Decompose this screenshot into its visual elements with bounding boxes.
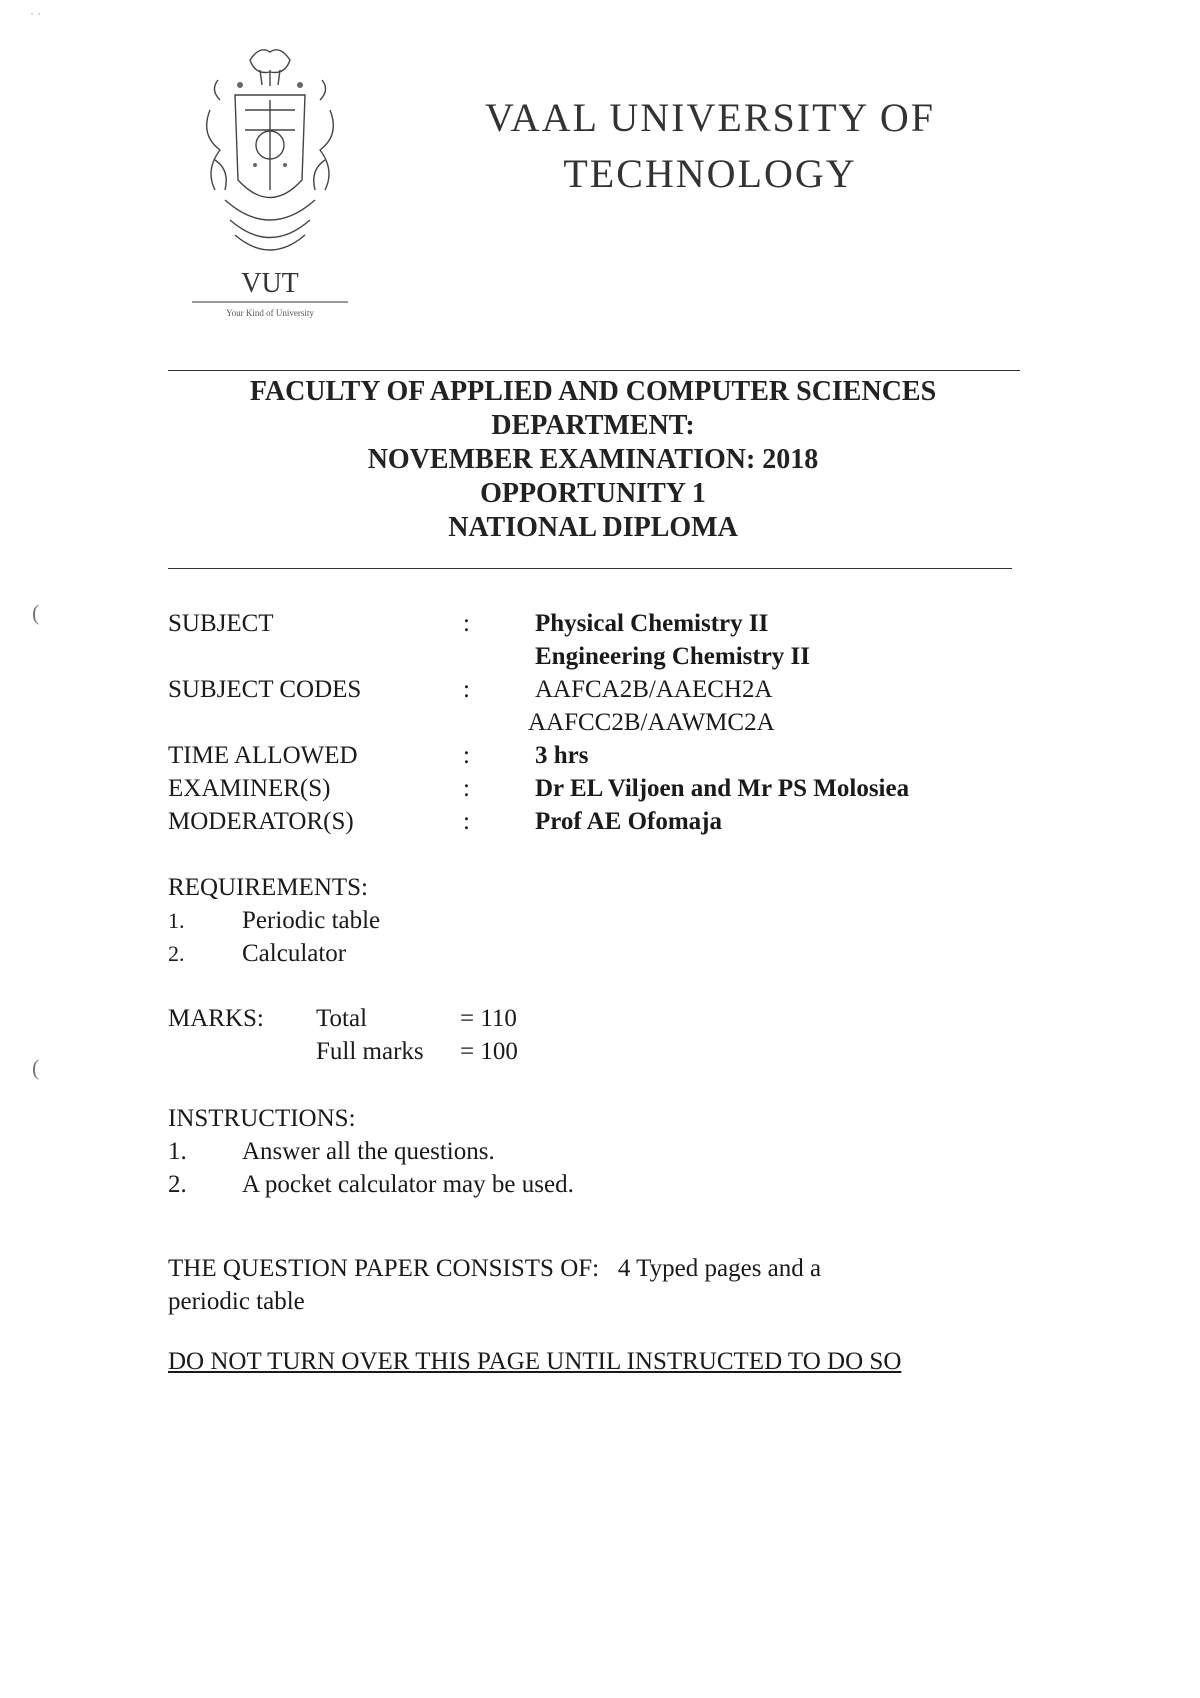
instruction-num: 2. [168,1171,187,1198]
colon: : [463,775,470,802]
exam-header [168,375,1018,545]
scan-speck: ( [32,600,40,625]
codes-value-2: AAFCC2B/AAWMC2A [528,709,775,736]
examiner-value: Dr EL Viljoen and Mr PS Molosiea [535,775,910,802]
moderator-value: Prof AE Ofomaja [535,808,723,835]
instruction-text: Answer all the questions. [242,1138,495,1165]
composition-line2: periodic table [168,1288,305,1315]
faculty-name: FACULTY OF APPLIED AND COMPUTER SCIENCES [249,376,937,407]
university-title-line1: VAAL UNIVERSITY OF [484,95,936,140]
university-title [450,90,970,202]
requirements-title: REQUIREMENTS: [168,874,368,901]
marks-label: MARKS: [168,1005,264,1032]
logo-motto: Your Kind of University [226,308,314,318]
instruction-num: 1. [168,1138,187,1165]
colon: : [463,610,470,637]
subject-label: SUBJECT [168,610,274,637]
marks-total-value: = 110 [460,1005,517,1032]
requirement-num: 2. [168,941,185,966]
codes-value-1: AAFCA2B/AAECH2A [535,676,773,703]
examiner-label: EXAMINER(S) [168,775,331,802]
requirement-num: 1. [168,908,185,933]
university-title-line2: TECHNOLOGY [563,151,857,196]
crest-icon [190,40,350,320]
subject-value-2: Engineering Chemistry II [535,643,810,670]
department-label: DEPARTMENT: [491,410,695,441]
scan-speck: ( [32,1055,40,1080]
moderator-label: MODERATOR(S) [168,808,354,835]
qualification: NATIONAL DIPLOMA [448,512,738,543]
scan-speck: ˙ ˙ [30,10,41,24]
colon: : [463,808,470,835]
do-not-turn-warning: DO NOT TURN OVER THIS PAGE UNTIL INSTRUCTED TO DO SO [168,1348,902,1375]
marks-total-label: Total [316,1005,368,1032]
header-bottom-rule [168,568,1012,569]
time-label: TIME ALLOWED [168,742,358,769]
subject-value-1: Physical Chemistry II [535,610,769,637]
logo-abbr: VUT [241,268,299,299]
exam-session: NOVEMBER EXAMINATION: 2018 [367,444,819,475]
codes-label: SUBJECT CODES [168,676,362,703]
colon: : [463,676,470,703]
header-top-rule [168,370,1020,371]
colon: : [463,742,470,769]
university-crest-logo [190,40,350,320]
time-value: 3 hrs [535,742,589,769]
requirement-text: Periodic table [242,907,381,934]
composition-line1: THE QUESTION PAPER CONSISTS OF: 4 Typed pages and a [168,1255,822,1282]
marks-full-value: = 100 [460,1038,518,1065]
requirement-text: Calculator [242,940,347,967]
instructions-title: INSTRUCTIONS: [168,1105,356,1132]
opportunity: OPPORTUNITY 1 [480,478,706,509]
instruction-text: A pocket calculator may be used. [242,1171,574,1198]
marks-full-label: Full marks [316,1038,424,1065]
